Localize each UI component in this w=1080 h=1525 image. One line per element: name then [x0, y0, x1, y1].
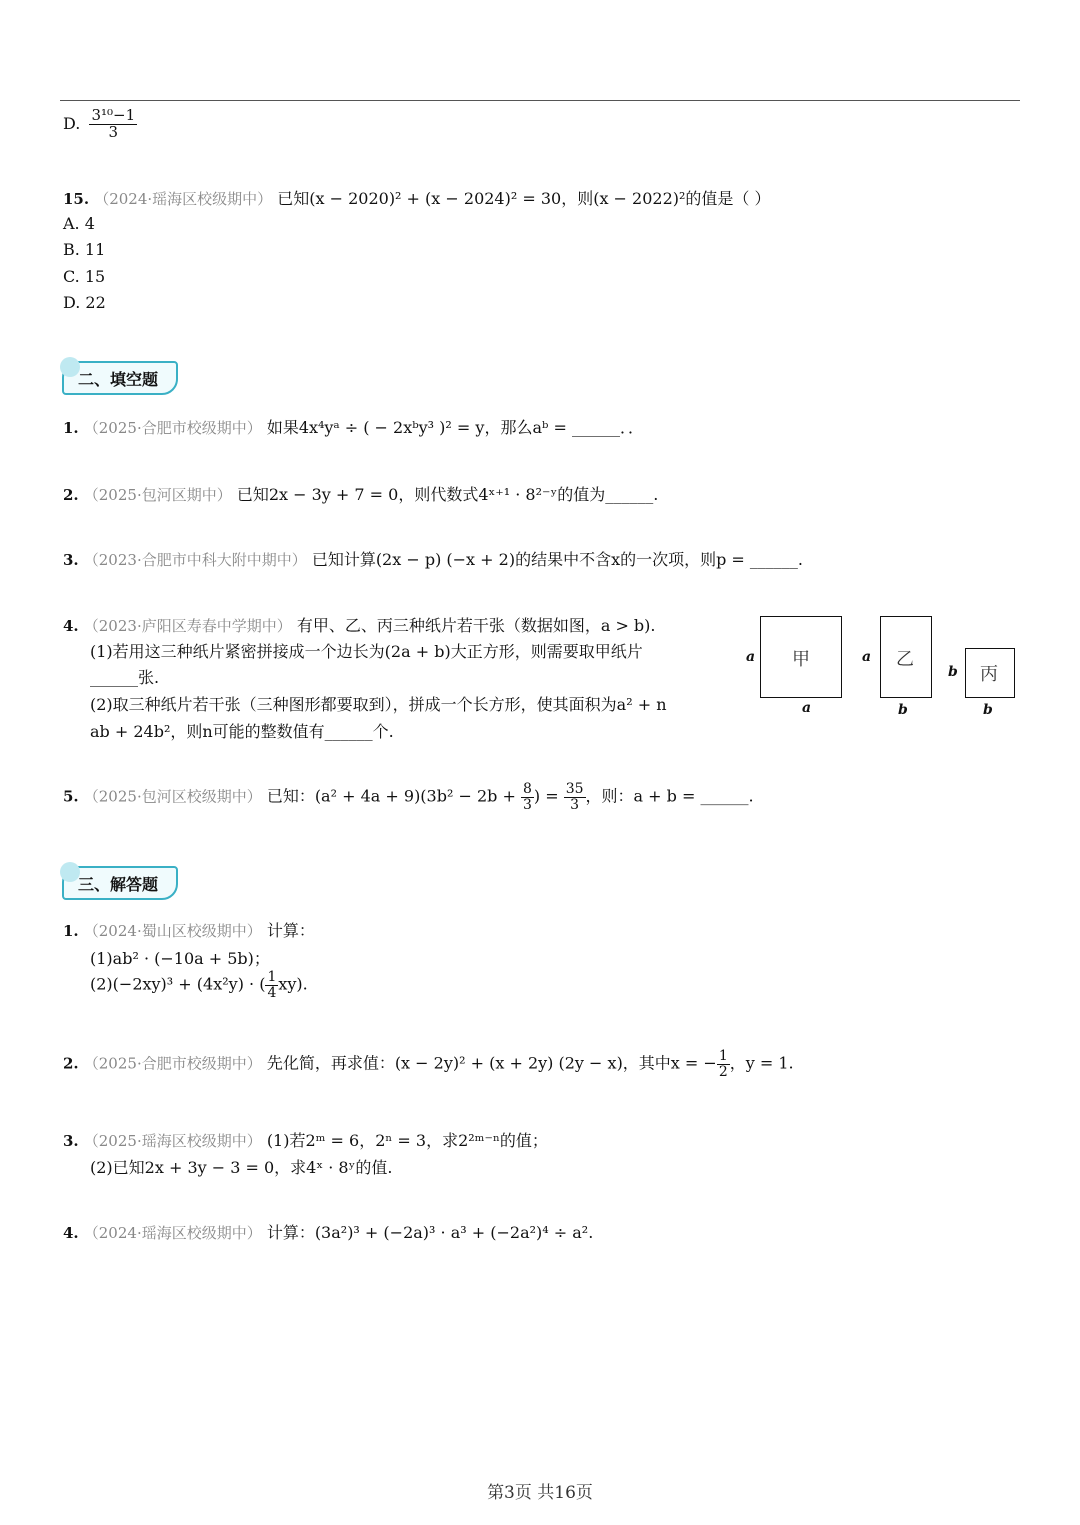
section-badge-answer — [62, 866, 178, 900]
answer-1-part-2: (2)(−2xy)³ + (4x²y) · ( $\frac{1}{4}$ xy). — [90, 969, 308, 1001]
prev-option-d: D. $\frac{\text{3¹⁰−1}}{3}$ — [63, 106, 136, 141]
fill-question-4: 4. （2023·庐阳区寿春中学期中） 有甲、乙、丙三种纸片若干张（数据如图，a > b). — [63, 616, 656, 635]
answer-question-3: 3. （2025·瑶海区校级期中） (1)若2ᵐ = 6，2ⁿ = 3，求2²ᵐ⁻ⁿ的值； — [63, 1131, 548, 1150]
top-rule — [60, 100, 1020, 101]
fill-4-line-4: ab + 24b²，则n可能的整数值有______个. — [90, 722, 394, 741]
jia-label: 甲 — [792, 649, 810, 670]
fraction-1-2: $\frac{1}{2}$ — [718, 1048, 728, 1080]
jia-bottom-label: a — [802, 700, 812, 716]
fill-4-line-1: (1)若用这三种纸片紧密拼接成一个边长为(2a + b)大正方形，则需要取甲纸片 — [90, 642, 643, 661]
yi-label: 乙 — [896, 649, 914, 670]
fill-4-line-3: (2)取三种纸片若干张（三种图形都要取到），拼成一个长方形，使其面积为a² + n — [90, 695, 667, 714]
section-title: 三、解答题 — [78, 875, 159, 894]
fill-4-line-2: ______张. — [90, 668, 160, 687]
badge-decoration — [60, 357, 80, 377]
question-text: 已知(x − 2020)² + (x − 2024)² = 30，则(x − 2022)²的值是（ ） — [277, 189, 771, 208]
fraction-1-4: $\frac{1}{4}$ — [267, 969, 277, 1001]
bing-label: 丙 — [980, 664, 998, 685]
answer-question-1: 1. （2024·蜀山区校级期中） 计算： — [63, 921, 315, 940]
option-c: C. 15 — [63, 267, 106, 286]
badge-decoration — [60, 862, 80, 882]
page-footer: 第3页 共16页 — [487, 1483, 593, 1503]
fill-question-3: 3. （2023·合肥市中科大附中期中） 已知计算(2x − p) (−x + 2)的结果中不含x的一次项，则p = ______. — [63, 550, 804, 569]
fraction-8-3: $\frac{8}{3}$ — [522, 781, 532, 813]
question-15 — [63, 186, 771, 209]
option-a: A. 4 — [63, 214, 95, 233]
answer-question-4: 4. （2024·瑶海区校级期中） 计算：(3a²)³ + (−2a)³ · a³ + (−2a²)⁴ ÷ a². — [63, 1223, 594, 1242]
option-b: B. 11 — [63, 240, 106, 259]
answer-3-line-2: (2)已知2x + 3y − 3 = 0，求4ˣ · 8ʸ的值. — [90, 1158, 393, 1177]
question-number: 15. — [63, 190, 90, 208]
yi-side-label: a — [862, 649, 872, 665]
yi-bottom-label: b — [898, 702, 908, 718]
jia-side-label: a — [746, 649, 756, 665]
answer-1-part-1: (1)ab² · (−10a + 5b)； — [90, 949, 270, 968]
fill-question-1: 1. （2025·合肥市校级期中） 如果4x⁴yᵃ ÷ ( − 2xᵇy³ )² = y，那么aᵇ = ______．． — [63, 418, 644, 437]
option-d: D. 22 — [63, 293, 106, 312]
option-d-fraction: $\frac{\text{3¹⁰−1}}{3}$ — [91, 106, 136, 141]
bing-side-label: b — [948, 664, 958, 680]
question-source: （2024·瑶海区校级期中） — [94, 190, 273, 208]
section-badge-fill-blank — [62, 361, 178, 395]
answer-question-2: 2. （2025·合肥市校级期中） 先化简，再求值：(x − 2y)² + (x + 2y) (2y − x)，其中x = − $\frac{1}{2}$ ，y = 1. — [63, 1048, 794, 1080]
section-title: 二、填空题 — [78, 370, 159, 389]
fill-question-2: 2. （2025·包河区期中） 已知2x − 3y + 7 = 0，则代数式4ˣ⁺¹ · 8²⁻ʸ的值为______. — [63, 485, 659, 504]
bing-bottom-label: b — [983, 702, 993, 718]
fill-question-5: 5. （2025·包河区校级期中） 已知：(a² + 4a + 9)(3b² − 2b + $\frac{8}{3}$ ) = $\frac{35}{3}$ ，则：a + b = ______. — [63, 781, 754, 813]
fraction-35-3: $\frac{35}{3}$ — [565, 781, 584, 813]
